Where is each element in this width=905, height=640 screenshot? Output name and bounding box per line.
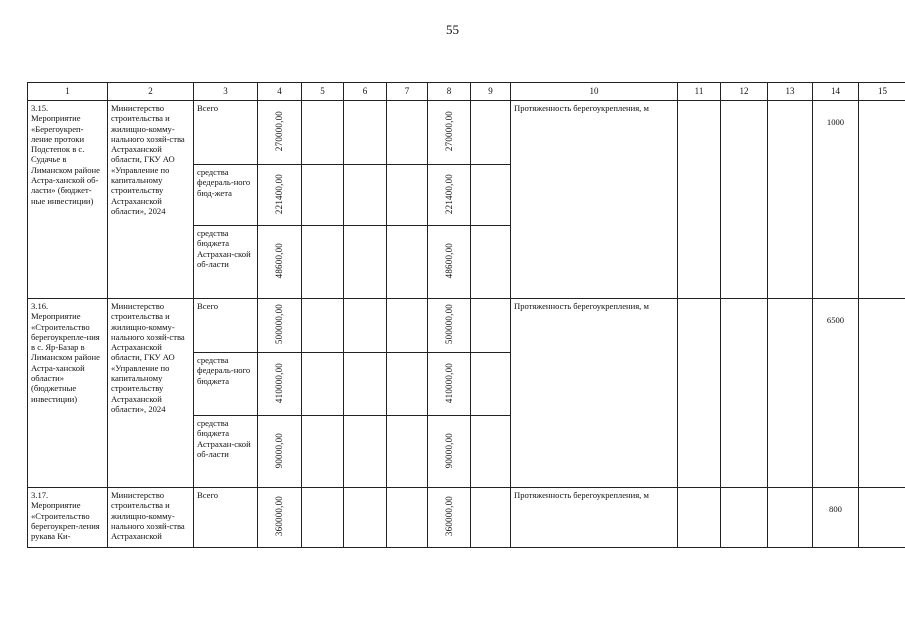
empty-cell xyxy=(471,353,511,416)
indicator-cell: Протяженность берегоукрепления, м xyxy=(511,101,678,299)
empty-cell xyxy=(387,165,428,226)
empty-cell xyxy=(387,488,428,548)
amount-value: 48600,00 xyxy=(274,243,285,279)
amount-cell xyxy=(428,416,471,488)
column-header: 3 xyxy=(194,83,258,101)
empty-cell xyxy=(387,299,428,353)
amount-value: 221400,00 xyxy=(274,173,285,214)
measure-name: Мероприятие «Строительство берегоукреп-ления рукава Ки- xyxy=(31,500,100,542)
measure-id: 3.16. xyxy=(31,301,49,311)
empty-cell xyxy=(344,416,387,488)
amount-value: 360000,00 xyxy=(274,496,285,537)
amount-cell xyxy=(258,488,302,548)
column-header: 4 xyxy=(258,83,302,101)
page-number: 55 xyxy=(446,22,459,37)
empty-cell xyxy=(471,226,511,299)
amount-cell xyxy=(428,488,471,548)
funding-source: средства федераль-ного бюджета xyxy=(194,353,258,416)
empty-cell xyxy=(344,488,387,548)
empty-cell xyxy=(387,226,428,299)
indicator-value: 6500 xyxy=(813,299,859,488)
executor-cell: Министерство строительства и жилищно-комму-нального хозяй-ства Астраханской области, ГКУ АО «Управление по капитальному строительству Астраханской области», 2024 xyxy=(108,299,194,488)
empty-cell xyxy=(471,299,511,353)
empty-cell xyxy=(471,165,511,226)
empty-cell xyxy=(302,488,344,548)
column-header: 2 xyxy=(108,83,194,101)
column-header: 6 xyxy=(344,83,387,101)
column-header: 7 xyxy=(387,83,428,101)
empty-cell xyxy=(678,299,721,488)
column-header: 12 xyxy=(721,83,768,101)
amount-cell xyxy=(258,226,302,299)
empty-cell xyxy=(768,488,813,548)
empty-cell xyxy=(678,101,721,299)
amount-value: 270000,00 xyxy=(274,111,285,152)
indicator-value: 1000 xyxy=(813,101,859,299)
empty-cell xyxy=(678,488,721,548)
amount-cell xyxy=(428,299,471,353)
column-header: 8 xyxy=(428,83,471,101)
empty-cell xyxy=(768,299,813,488)
measure-cell xyxy=(28,299,108,488)
amount-value: 500000,00 xyxy=(443,304,454,345)
amount-value: 48600,00 xyxy=(443,243,454,279)
column-header: 13 xyxy=(768,83,813,101)
table-row xyxy=(28,299,905,353)
column-header: 1 xyxy=(28,83,108,101)
column-header: 14 xyxy=(813,83,859,101)
indicator-cell: Протяженность берегоукрепления, м xyxy=(511,488,678,548)
empty-cell xyxy=(302,416,344,488)
empty-cell xyxy=(859,101,905,299)
amount-cell xyxy=(258,353,302,416)
amount-cell xyxy=(258,416,302,488)
amount-cell xyxy=(428,353,471,416)
empty-cell xyxy=(768,101,813,299)
amount-cell xyxy=(258,165,302,226)
amount-cell xyxy=(258,101,302,165)
empty-cell xyxy=(344,165,387,226)
indicator-cell: Протяженность берегоукрепления, м xyxy=(511,299,678,488)
empty-cell xyxy=(721,488,768,548)
funding-source: средства бюджета Астрахан-ской об-ласти xyxy=(194,416,258,488)
column-header: 9 xyxy=(471,83,511,101)
amount-value: 90000,00 xyxy=(443,432,454,469)
empty-cell xyxy=(302,226,344,299)
funding-source: Всего xyxy=(194,488,258,548)
funding-source: Всего xyxy=(194,101,258,165)
empty-cell xyxy=(302,353,344,416)
amount-cell xyxy=(428,101,471,165)
amount-value: 270000,00 xyxy=(443,111,454,152)
empty-cell xyxy=(471,488,511,548)
empty-cell xyxy=(344,226,387,299)
empty-cell xyxy=(471,416,511,488)
table-row xyxy=(28,101,905,165)
empty-cell xyxy=(302,165,344,226)
empty-cell xyxy=(859,299,905,488)
executor-cell: Министерство строительства и жилищно-комму-нального хозяй-ства Астраханской xyxy=(108,488,194,548)
empty-cell xyxy=(302,101,344,165)
amount-value: 221400,00 xyxy=(443,173,454,214)
amount-value: 90000,00 xyxy=(274,432,285,469)
funding-source: средства федераль-ного бюд-жета xyxy=(194,165,258,226)
amount-cell xyxy=(258,299,302,353)
measure-cell xyxy=(28,101,108,299)
empty-cell xyxy=(859,488,905,548)
empty-cell xyxy=(344,353,387,416)
measure-name: Мероприятие «Строительство берегоукрепле-ния в с. Яр-Базар в Лиманском районе Астра-ханской области» (бюджетные инвестиции) xyxy=(31,311,100,404)
empty-cell xyxy=(471,101,511,165)
empty-cell xyxy=(302,299,344,353)
amount-value: 410000,00 xyxy=(443,362,454,403)
amount-cell xyxy=(428,226,471,299)
empty-cell xyxy=(344,101,387,165)
column-header: 10 xyxy=(511,83,678,101)
header-row xyxy=(28,83,905,101)
measure-id: 3.15. xyxy=(31,103,49,113)
empty-cell xyxy=(721,101,768,299)
amount-value: 410000,00 xyxy=(274,362,285,403)
amount-value: 360000,00 xyxy=(443,496,454,537)
executor-cell: Министерство строительства и жилищно-комму-нального хозяй-ства Астраханской области, ГКУ АО «Управление по капитальному строительству Астраханской области», 2024 xyxy=(108,101,194,299)
amount-cell xyxy=(428,165,471,226)
indicator-value: 800 xyxy=(813,488,859,548)
empty-cell xyxy=(387,101,428,165)
measure-id: 3.17. xyxy=(31,490,49,500)
empty-cell xyxy=(387,416,428,488)
empty-cell xyxy=(387,353,428,416)
empty-cell xyxy=(721,299,768,488)
funding-source: средства бюджета Астрахан-ской об-ласти xyxy=(194,226,258,299)
measure-cell xyxy=(28,488,108,548)
empty-cell xyxy=(344,299,387,353)
funding-source: Всего xyxy=(194,299,258,353)
column-header: 15 xyxy=(859,83,905,101)
budget-table xyxy=(27,82,905,548)
amount-value: 500000,00 xyxy=(274,304,285,345)
measure-name: Мероприятие «Берегоукреп-ление протоки Подстепок в с. Судачье в Лиманском районе Астра-ханской об-ласти» (бюджет-ные инвестиции) xyxy=(31,113,100,206)
column-header: 11 xyxy=(678,83,721,101)
column-header: 5 xyxy=(302,83,344,101)
table-row xyxy=(28,488,905,548)
